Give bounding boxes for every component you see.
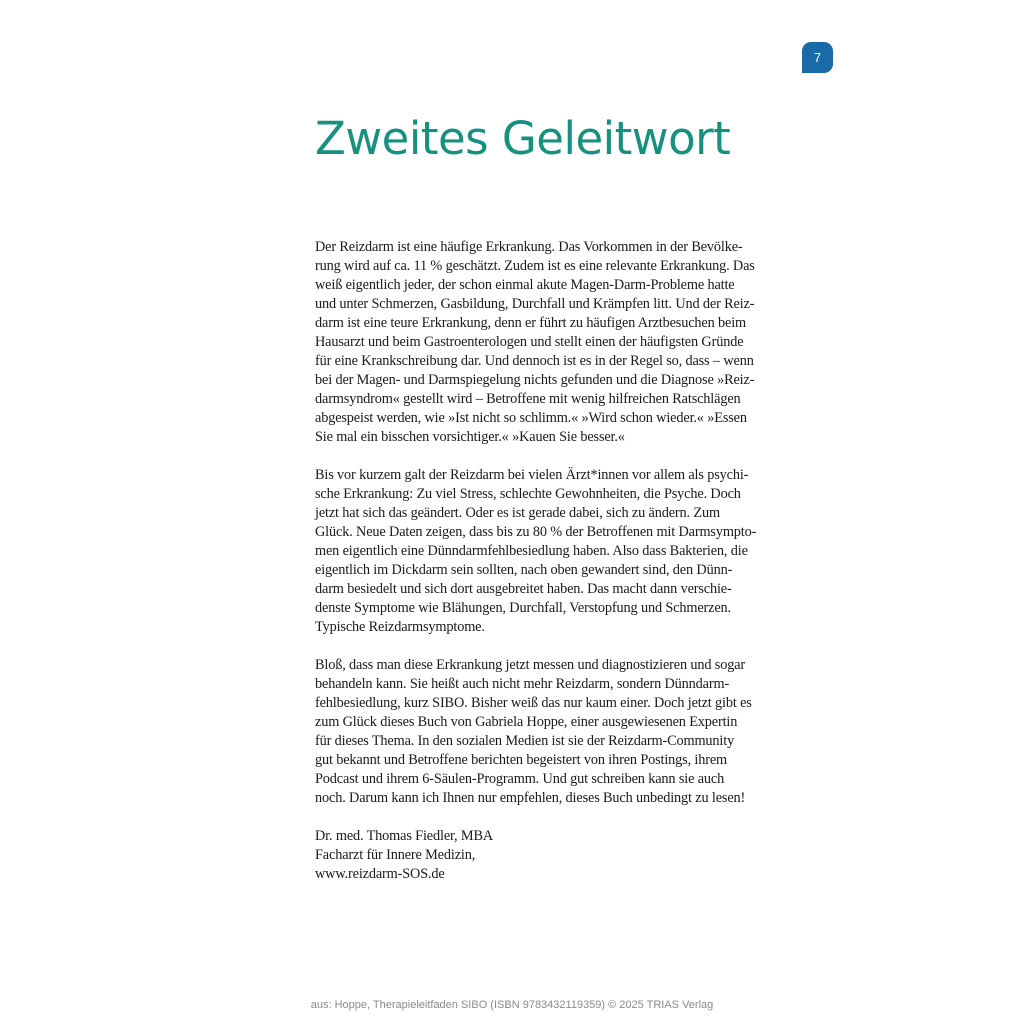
text-line: rung wird auf ca. 11 % geschätzt. Zudem ist es eine relevante Erkrankung. Das bbox=[315, 258, 755, 274]
paragraph-1 bbox=[315, 238, 795, 447]
signature-block bbox=[315, 827, 795, 884]
text-line: sche Erkrankung: Zu viel Stress, schlechte Gewohnheiten, die Psyche. Doch bbox=[315, 486, 741, 502]
text-line: Typische Reizdarmsymptome. bbox=[315, 619, 485, 635]
text-line: darm besiedelt und sich dort ausgebreitet haben. Das macht dann verschie- bbox=[315, 581, 732, 597]
text-line: weiß eigentlich jeder, der schon einmal akute Magen-Darm-Probleme hatte bbox=[315, 277, 735, 293]
text-line: und unter Schmerzen, Gasbildung, Durchfall und Krämpfen litt. Und der Reiz- bbox=[315, 296, 755, 312]
text-line: Bis vor kurzem galt der Reizdarm bei vielen Ärzt*innen vor allem als psychi- bbox=[315, 467, 749, 483]
text-line: Sie mal ein bisschen vorsichtiger.« »Kauen Sie besser.« bbox=[315, 429, 625, 445]
text-line: jetzt hat sich das geändert. Oder es ist gerade dabei, sich zu ändern. Zum bbox=[315, 505, 720, 521]
text-line: Bloß, dass man diese Erkrankung jetzt messen und diagnostizieren und sogar bbox=[315, 657, 746, 673]
text-line: für eine Krankschreibung dar. Und dennoch ist es in der Regel so, dass – wenn bbox=[315, 353, 754, 369]
body-text bbox=[315, 238, 795, 884]
text-line: men eigentlich eine Dünndarmfehlbesiedlung haben. Also dass Bakterien, die bbox=[315, 543, 748, 559]
paragraph-spacer bbox=[315, 637, 795, 656]
paragraph-spacer bbox=[315, 447, 795, 466]
text-line: gut bekannt und Betroffene berichten begeistert von ihren Postings, ihrem bbox=[315, 752, 728, 768]
text-line: Hausarzt und beim Gastroenterologen und stellt einen der häufigsten Gründe bbox=[315, 334, 744, 350]
text-line: Podcast und ihrem 6-Säulen-Programm. Und gut schreiben kann sie auch bbox=[315, 771, 725, 787]
text-line: darm ist eine teure Erkrankung, denn er führt zu häufigen Arztbesuchen beim bbox=[315, 315, 746, 331]
text-line: denste Symptome wie Blähungen, Durchfall, Verstopfung und Schmerzen. bbox=[315, 600, 731, 616]
text-line: behandeln kann. Sie heißt auch nicht mehr Reizdarm, sondern Dünndarm- bbox=[315, 676, 730, 692]
signature-website: www.reizdarm-SOS.de bbox=[315, 866, 445, 882]
footer-copyright: aus: Hoppe, Therapieleitfaden SIBO (ISBN 9783432119359) © 2025 TRIAS Verlag bbox=[310, 999, 714, 1011]
signature-name: Dr. med. Thomas Fiedler, MBA bbox=[315, 828, 494, 844]
text-line: darmsyndrom« gestellt wird – Betroffene mit wenig hilfreichen Ratschlägen bbox=[315, 391, 741, 407]
text-line: zum Glück dieses Buch von Gabriela Hoppe, einer ausgewiesenen Expertin bbox=[315, 714, 738, 730]
text-line: fehlbesiedlung, kurz SIBO. Bisher weiß das nur kaum einer. Doch jetzt gibt es bbox=[315, 695, 752, 711]
page-number-badge: 7 bbox=[802, 42, 833, 73]
signature-title: Facharzt für Innere Medizin, bbox=[315, 847, 476, 863]
text-line: eigentlich im Dickdarm sein sollten, nach oben gewandert sind, den Dünn- bbox=[315, 562, 733, 578]
paragraph-spacer bbox=[315, 808, 795, 827]
paragraph-2 bbox=[315, 466, 795, 637]
text-line: für dieses Thema. In den sozialen Medien ist sie der Reizdarm-Community bbox=[315, 733, 735, 749]
paragraph-3 bbox=[315, 656, 795, 808]
text-line: bei der Magen- und Darmspiegelung nichts gefunden und die Diagnose »Reiz- bbox=[315, 372, 755, 388]
page-title: Zweites Geleitwort bbox=[315, 112, 731, 165]
text-line: Der Reizdarm ist eine häufige Erkrankung. Das Vorkommen in der Bevölke- bbox=[315, 239, 743, 255]
text-line: noch. Darum kann ich Ihnen nur empfehlen, dieses Buch unbedingt zu lesen! bbox=[315, 790, 746, 806]
text-line: Glück. Neue Daten zeigen, dass bis zu 80 % der Betroffenen mit Darmsympto- bbox=[315, 524, 757, 540]
text-line: abgespeist werden, wie »Ist nicht so schlimm.« »Wird schon wieder.« »Essen bbox=[315, 410, 747, 426]
